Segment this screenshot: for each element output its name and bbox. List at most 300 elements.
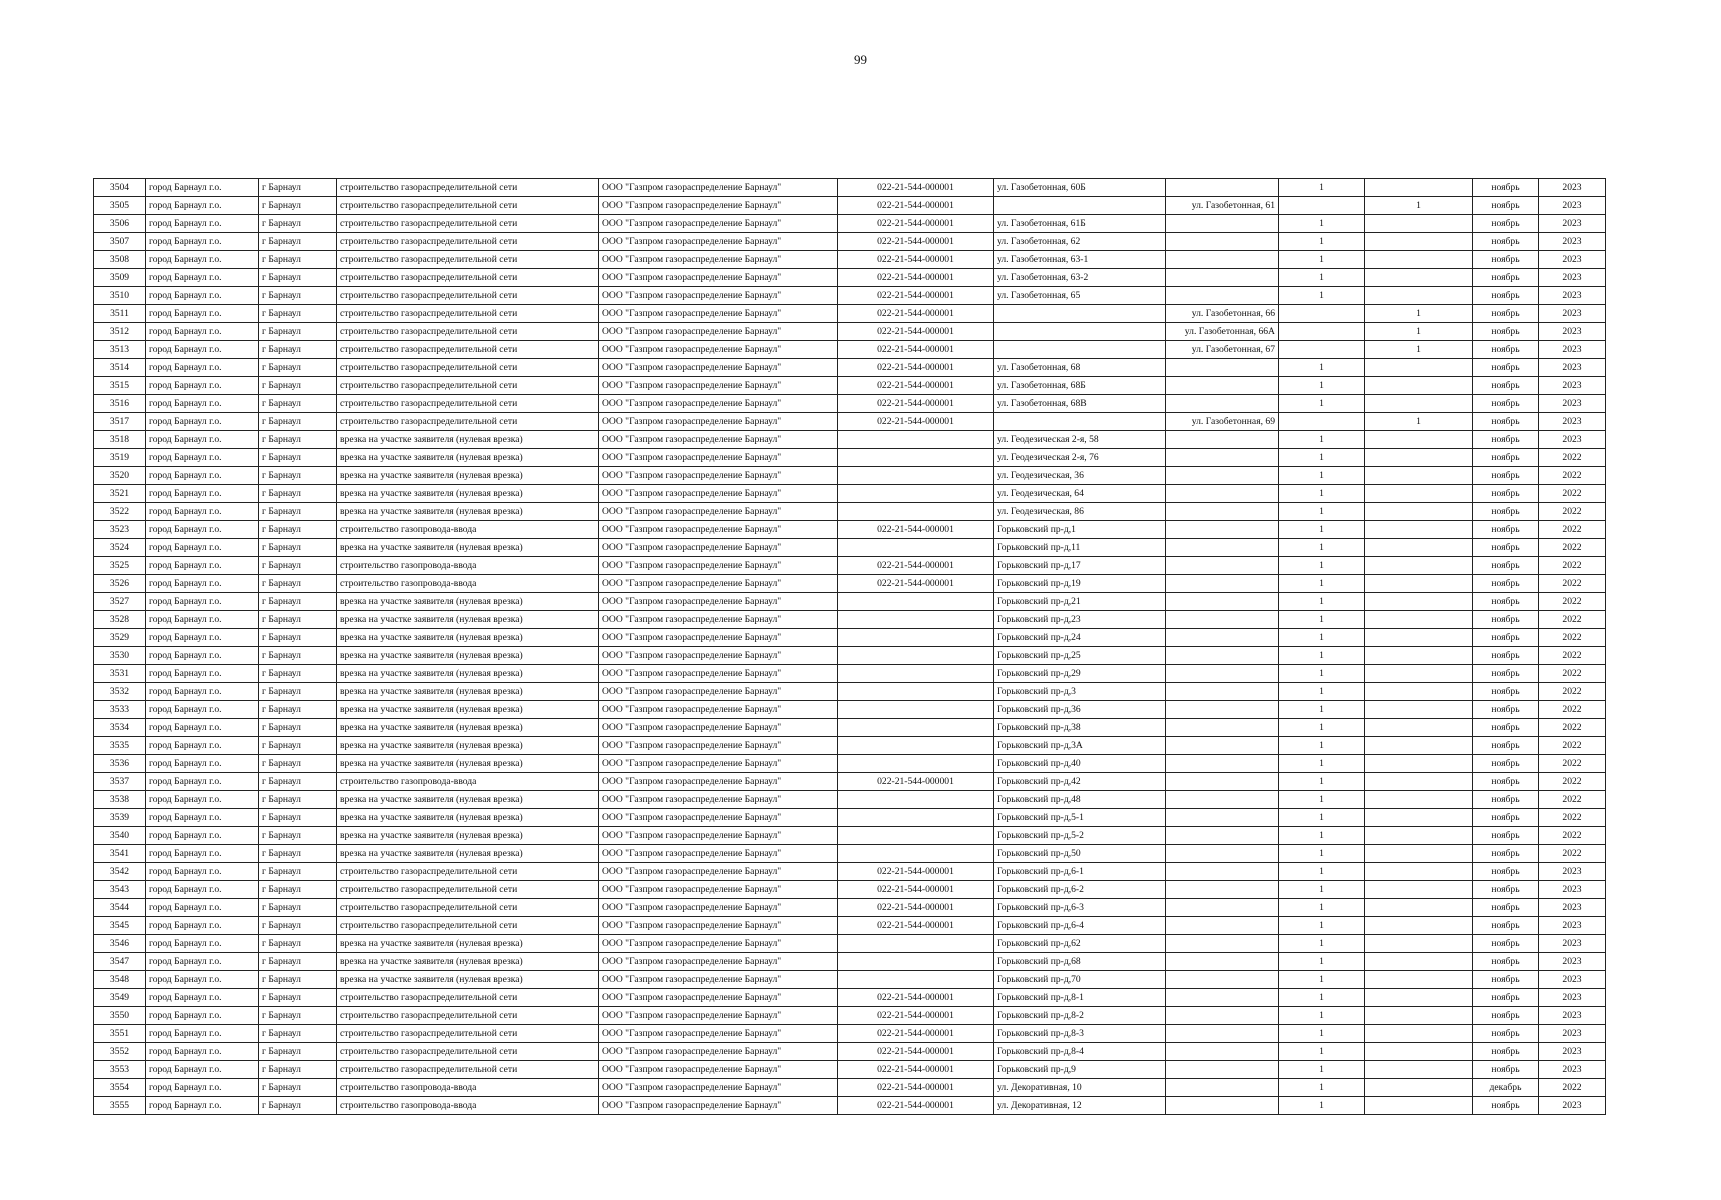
quantity-cell: 1 [1279,359,1365,377]
organization-cell: ООО "Газпром газораспределение Барнаул" [599,197,838,215]
row-number-cell: 3549 [94,989,146,1007]
address-cell [994,413,1166,431]
month-cell: ноябрь [1473,359,1539,377]
quantity-alt-cell [1365,449,1473,467]
organization-cell: ООО "Газпром газораспределение Барнаул" [599,791,838,809]
city-cell: г Барнаул [259,701,337,719]
address-cell: Горьковский пр-д,42 [994,773,1166,791]
district-cell: город Барнаул г.о. [146,665,259,683]
district-cell: город Барнаул г.о. [146,377,259,395]
city-cell: г Барнаул [259,611,337,629]
month-cell: ноябрь [1473,341,1539,359]
city-cell: г Барнаул [259,737,337,755]
district-cell: город Барнаул г.о. [146,215,259,233]
address-alt-cell [1166,773,1279,791]
quantity-alt-cell [1365,809,1473,827]
quantity-alt-cell [1365,431,1473,449]
address-alt-cell [1166,989,1279,1007]
quantity-alt-cell [1365,917,1473,935]
organization-cell: ООО "Газпром газораспределение Барнаул" [599,359,838,377]
address-cell: Горьковский пр-д,8-3 [994,1025,1166,1043]
year-cell: 2023 [1539,899,1606,917]
table-row [94,1079,1606,1097]
quantity-cell: 1 [1279,1025,1365,1043]
quantity-cell: 1 [1279,881,1365,899]
city-cell: г Барнаул [259,287,337,305]
month-cell: ноябрь [1473,413,1539,431]
year-cell: 2022 [1539,611,1606,629]
quantity-cell: 1 [1279,503,1365,521]
district-cell: город Барнаул г.о. [146,755,259,773]
program-code-cell [838,845,994,863]
program-code-cell [838,755,994,773]
quantity-alt-cell [1365,611,1473,629]
city-cell: г Барнаул [259,521,337,539]
address-cell: ул. Газобетонная, 62 [994,233,1166,251]
address-cell: Горьковский пр-д,6-3 [994,899,1166,917]
row-number-cell: 3507 [94,233,146,251]
program-code-cell: 022-21-544-000001 [838,773,994,791]
program-code-cell: 022-21-544-000001 [838,989,994,1007]
quantity-cell: 1 [1279,809,1365,827]
address-alt-cell [1166,647,1279,665]
district-cell: город Барнаул г.о. [146,791,259,809]
address-alt-cell [1166,845,1279,863]
address-cell: ул. Геодезическая 2-я, 58 [994,431,1166,449]
organization-cell: ООО "Газпром газораспределение Барнаул" [599,269,838,287]
row-number-cell: 3541 [94,845,146,863]
quantity-alt-cell [1365,719,1473,737]
year-cell: 2022 [1539,593,1606,611]
address-cell: Горьковский пр-д,1 [994,521,1166,539]
address-cell: Горьковский пр-д,8-2 [994,1007,1166,1025]
quantity-alt-cell [1365,971,1473,989]
quantity-cell: 1 [1279,1097,1365,1115]
address-cell: Горьковский пр-д,8-4 [994,1043,1166,1061]
table-row [94,413,1606,431]
organization-cell: ООО "Газпром газораспределение Барнаул" [599,323,838,341]
table-row [94,917,1606,935]
work-type-cell: врезка на участке заявителя (нулевая врезка) [337,809,599,827]
table-row [94,629,1606,647]
row-number-cell: 3542 [94,863,146,881]
year-cell: 2023 [1539,863,1606,881]
address-alt-cell [1166,521,1279,539]
year-cell: 2022 [1539,683,1606,701]
year-cell: 2022 [1539,503,1606,521]
district-cell: город Барнаул г.о. [146,629,259,647]
address-alt-cell [1166,467,1279,485]
month-cell: ноябрь [1473,953,1539,971]
year-cell: 2022 [1539,845,1606,863]
row-number-cell: 3524 [94,539,146,557]
quantity-cell: 1 [1279,377,1365,395]
quantity-alt-cell [1365,557,1473,575]
quantity-alt-cell [1365,647,1473,665]
year-cell: 2022 [1539,449,1606,467]
program-code-cell: 022-21-544-000001 [838,305,994,323]
program-code-cell: 022-21-544-000001 [838,863,994,881]
city-cell: г Барнаул [259,215,337,233]
organization-cell: ООО "Газпром газораспределение Барнаул" [599,845,838,863]
city-cell: г Барнаул [259,629,337,647]
work-type-cell: строительство газораспределительной сети [337,305,599,323]
quantity-alt-cell [1365,899,1473,917]
program-code-cell: 022-21-544-000001 [838,1043,994,1061]
row-number-cell: 3544 [94,899,146,917]
quantity-cell: 1 [1279,845,1365,863]
program-code-cell [838,647,994,665]
city-cell: г Барнаул [259,557,337,575]
district-cell: город Барнаул г.о. [146,971,259,989]
district-cell: город Барнаул г.о. [146,845,259,863]
table-row [94,539,1606,557]
organization-cell: ООО "Газпром газораспределение Барнаул" [599,827,838,845]
organization-cell: ООО "Газпром газораспределение Барнаул" [599,719,838,737]
row-number-cell: 3530 [94,647,146,665]
address-alt-cell [1166,737,1279,755]
organization-cell: ООО "Газпром газораспределение Барнаул" [599,251,838,269]
city-cell: г Барнаул [259,359,337,377]
organization-cell: ООО "Газпром газораспределение Барнаул" [599,539,838,557]
quantity-alt-cell [1365,701,1473,719]
work-type-cell: строительство газораспределительной сети [337,323,599,341]
work-type-cell: врезка на участке заявителя (нулевая врезка) [337,593,599,611]
work-type-cell: врезка на участке заявителя (нулевая врезка) [337,791,599,809]
year-cell: 2022 [1539,1079,1606,1097]
work-type-cell: строительство газопровода-ввода [337,575,599,593]
address-alt-cell [1166,881,1279,899]
quantity-alt-cell [1365,251,1473,269]
program-code-cell [838,791,994,809]
work-type-cell: строительство газораспределительной сети [337,1061,599,1079]
program-code-cell [838,827,994,845]
quantity-alt-cell [1365,989,1473,1007]
work-type-cell: врезка на участке заявителя (нулевая врезка) [337,467,599,485]
district-cell: город Барнаул г.о. [146,485,259,503]
row-number-cell: 3534 [94,719,146,737]
quantity-cell: 1 [1279,1043,1365,1061]
quantity-cell: 1 [1279,791,1365,809]
row-number-cell: 3531 [94,665,146,683]
row-number-cell: 3533 [94,701,146,719]
year-cell: 2023 [1539,287,1606,305]
city-cell: г Барнаул [259,773,337,791]
program-code-cell: 022-21-544-000001 [838,197,994,215]
row-number-cell: 3528 [94,611,146,629]
address-cell: ул. Газобетонная, 63-2 [994,269,1166,287]
year-cell: 2023 [1539,197,1606,215]
quantity-alt-cell [1365,233,1473,251]
month-cell: ноябрь [1473,809,1539,827]
quantity-cell: 1 [1279,287,1365,305]
quantity-alt-cell [1365,935,1473,953]
month-cell: ноябрь [1473,755,1539,773]
month-cell: ноябрь [1473,323,1539,341]
program-code-cell [838,683,994,701]
address-cell: Горьковский пр-д,21 [994,593,1166,611]
district-cell: город Барнаул г.о. [146,881,259,899]
table-row [94,809,1606,827]
row-number-cell: 3511 [94,305,146,323]
address-alt-cell [1166,1043,1279,1061]
quantity-cell: 1 [1279,1061,1365,1079]
quantity-cell: 1 [1279,233,1365,251]
program-code-cell: 022-21-544-000001 [838,179,994,197]
organization-cell: ООО "Газпром газораспределение Барнаул" [599,773,838,791]
quantity-cell: 1 [1279,971,1365,989]
address-alt-cell [1166,395,1279,413]
year-cell: 2023 [1539,395,1606,413]
organization-cell: ООО "Газпром газораспределение Барнаул" [599,341,838,359]
address-alt-cell [1166,611,1279,629]
program-code-cell: 022-21-544-000001 [838,269,994,287]
row-number-cell: 3505 [94,197,146,215]
year-cell: 2023 [1539,341,1606,359]
address-alt-cell [1166,863,1279,881]
month-cell: ноябрь [1473,899,1539,917]
table-row [94,1097,1606,1115]
quantity-alt-cell [1365,485,1473,503]
program-code-cell [838,701,994,719]
year-cell: 2022 [1539,827,1606,845]
work-type-cell: строительство газораспределительной сети [337,251,599,269]
district-cell: город Барнаул г.о. [146,593,259,611]
work-type-cell: строительство газораспределительной сети [337,179,599,197]
address-cell: ул. Геодезическая 2-я, 76 [994,449,1166,467]
organization-cell: ООО "Газпром газораспределение Барнаул" [599,233,838,251]
quantity-alt-cell [1365,791,1473,809]
table-row [94,233,1606,251]
program-code-cell: 022-21-544-000001 [838,359,994,377]
address-cell [994,305,1166,323]
table-row [94,323,1606,341]
program-code-cell: 022-21-544-000001 [838,377,994,395]
quantity-alt-cell [1365,953,1473,971]
row-number-cell: 3532 [94,683,146,701]
table-row [94,395,1606,413]
organization-cell: ООО "Газпром газораспределение Барнаул" [599,1079,838,1097]
quantity-cell: 1 [1279,737,1365,755]
city-cell: г Барнаул [259,971,337,989]
month-cell: ноябрь [1473,269,1539,287]
address-cell: Горьковский пр-д,40 [994,755,1166,773]
quantity-cell: 1 [1279,575,1365,593]
table-row [94,377,1606,395]
organization-cell: ООО "Газпром газораспределение Барнаул" [599,593,838,611]
organization-cell: ООО "Газпром газораспределение Барнаул" [599,503,838,521]
address-cell: Горьковский пр-д,5-2 [994,827,1166,845]
table-row [94,899,1606,917]
row-number-cell: 3550 [94,1007,146,1025]
city-cell: г Барнаул [259,791,337,809]
quantity-cell: 1 [1279,827,1365,845]
row-number-cell: 3536 [94,755,146,773]
row-number-cell: 3519 [94,449,146,467]
program-code-cell: 022-21-544-000001 [838,899,994,917]
district-cell: город Барнаул г.о. [146,935,259,953]
month-cell: ноябрь [1473,287,1539,305]
organization-cell: ООО "Газпром газораспределение Барнаул" [599,935,838,953]
city-cell: г Барнаул [259,251,337,269]
district-cell: город Барнаул г.о. [146,179,259,197]
city-cell: г Барнаул [259,467,337,485]
program-code-cell: 022-21-544-000001 [838,881,994,899]
month-cell: ноябрь [1473,395,1539,413]
quantity-cell: 1 [1279,755,1365,773]
address-cell: ул. Газобетонная, 63-1 [994,251,1166,269]
month-cell: ноябрь [1473,611,1539,629]
address-cell: ул. Геодезическая, 86 [994,503,1166,521]
table-row [94,773,1606,791]
table-row [94,737,1606,755]
address-cell: Горьковский пр-д,17 [994,557,1166,575]
year-cell: 2023 [1539,413,1606,431]
district-cell: город Барнаул г.о. [146,503,259,521]
program-code-cell: 022-21-544-000001 [838,1079,994,1097]
address-cell: Горьковский пр-д,3 [994,683,1166,701]
address-alt-cell [1166,575,1279,593]
month-cell: ноябрь [1473,989,1539,1007]
work-type-cell: строительство газораспределительной сети [337,197,599,215]
table-row [94,215,1606,233]
program-code-cell: 022-21-544-000001 [838,287,994,305]
district-cell: город Барнаул г.о. [146,647,259,665]
quantity-cell: 1 [1279,989,1365,1007]
address-cell: ул. Декоративная, 10 [994,1079,1166,1097]
district-cell: город Барнаул г.о. [146,557,259,575]
work-type-cell: строительство газопровода-ввода [337,1097,599,1115]
organization-cell: ООО "Газпром газораспределение Барнаул" [599,1097,838,1115]
year-cell: 2022 [1539,773,1606,791]
program-code-cell [838,431,994,449]
organization-cell: ООО "Газпром газораспределение Барнаул" [599,575,838,593]
work-type-cell: строительство газопровода-ввода [337,557,599,575]
month-cell: ноябрь [1473,503,1539,521]
row-number-cell: 3509 [94,269,146,287]
address-cell: ул. Газобетонная, 68Б [994,377,1166,395]
address-alt-cell [1166,233,1279,251]
organization-cell: ООО "Газпром газораспределение Барнаул" [599,179,838,197]
program-code-cell: 022-21-544-000001 [838,1097,994,1115]
city-cell: г Барнаул [259,881,337,899]
gasification-table [93,178,1606,1115]
city-cell: г Барнаул [259,431,337,449]
address-cell: Горьковский пр-д,38 [994,719,1166,737]
organization-cell: ООО "Газпром газораспределение Барнаул" [599,521,838,539]
row-number-cell: 3526 [94,575,146,593]
program-code-cell: 022-21-544-000001 [838,521,994,539]
year-cell: 2022 [1539,647,1606,665]
row-number-cell: 3547 [94,953,146,971]
quantity-cell: 1 [1279,593,1365,611]
row-number-cell: 3504 [94,179,146,197]
address-cell: Горьковский пр-д,25 [994,647,1166,665]
quantity-alt-cell: 1 [1365,323,1473,341]
quantity-cell: 1 [1279,665,1365,683]
address-alt-cell [1166,935,1279,953]
work-type-cell: строительство газораспределительной сети [337,269,599,287]
address-alt-cell: ул. Газобетонная, 66А [1166,323,1279,341]
quantity-alt-cell [1365,683,1473,701]
work-type-cell: врезка на участке заявителя (нулевая врезка) [337,827,599,845]
city-cell: г Барнаул [259,539,337,557]
organization-cell: ООО "Газпром газораспределение Барнаул" [599,863,838,881]
row-number-cell: 3513 [94,341,146,359]
table-row [94,593,1606,611]
organization-cell: ООО "Газпром газораспределение Барнаул" [599,917,838,935]
quantity-cell: 1 [1279,719,1365,737]
program-code-cell: 022-21-544-000001 [838,395,994,413]
district-cell: город Барнаул г.о. [146,953,259,971]
address-cell: Горьковский пр-д,3А [994,737,1166,755]
table-row [94,647,1606,665]
table-row [94,431,1606,449]
month-cell: ноябрь [1473,1025,1539,1043]
row-number-cell: 3551 [94,1025,146,1043]
address-alt-cell [1166,1079,1279,1097]
year-cell: 2022 [1539,791,1606,809]
district-cell: город Барнаул г.о. [146,341,259,359]
city-cell: г Барнаул [259,935,337,953]
quantity-alt-cell [1365,1007,1473,1025]
address-cell: Горьковский пр-д,8-1 [994,989,1166,1007]
city-cell: г Барнаул [259,395,337,413]
quantity-cell: 1 [1279,269,1365,287]
address-alt-cell [1166,431,1279,449]
district-cell: город Барнаул г.о. [146,773,259,791]
address-alt-cell [1166,287,1279,305]
quantity-cell: 1 [1279,917,1365,935]
quantity-cell: 1 [1279,863,1365,881]
work-type-cell: строительство газораспределительной сети [337,215,599,233]
row-number-cell: 3517 [94,413,146,431]
month-cell: ноябрь [1473,647,1539,665]
organization-cell: ООО "Газпром газораспределение Барнаул" [599,377,838,395]
row-number-cell: 3552 [94,1043,146,1061]
district-cell: город Барнаул г.о. [146,431,259,449]
month-cell: ноябрь [1473,485,1539,503]
city-cell: г Барнаул [259,899,337,917]
quantity-cell: 1 [1279,611,1365,629]
table-row [94,989,1606,1007]
year-cell: 2023 [1539,953,1606,971]
month-cell: ноябрь [1473,665,1539,683]
organization-cell: ООО "Газпром газораспределение Барнаул" [599,953,838,971]
work-type-cell: строительство газораспределительной сети [337,881,599,899]
program-code-cell [838,611,994,629]
city-cell: г Барнаул [259,989,337,1007]
work-type-cell: врезка на участке заявителя (нулевая врезка) [337,647,599,665]
row-number-cell: 3525 [94,557,146,575]
quantity-cell: 1 [1279,701,1365,719]
month-cell: ноябрь [1473,593,1539,611]
address-alt-cell [1166,683,1279,701]
address-alt-cell [1166,179,1279,197]
quantity-alt-cell [1365,539,1473,557]
quantity-alt-cell [1365,629,1473,647]
city-cell: г Барнаул [259,323,337,341]
month-cell: ноябрь [1473,233,1539,251]
row-number-cell: 3538 [94,791,146,809]
row-number-cell: 3516 [94,395,146,413]
year-cell: 2023 [1539,359,1606,377]
district-cell: город Барнаул г.о. [146,575,259,593]
quantity-cell: 1 [1279,647,1365,665]
row-number-cell: 3537 [94,773,146,791]
address-cell: Горьковский пр-д,23 [994,611,1166,629]
year-cell: 2022 [1539,575,1606,593]
